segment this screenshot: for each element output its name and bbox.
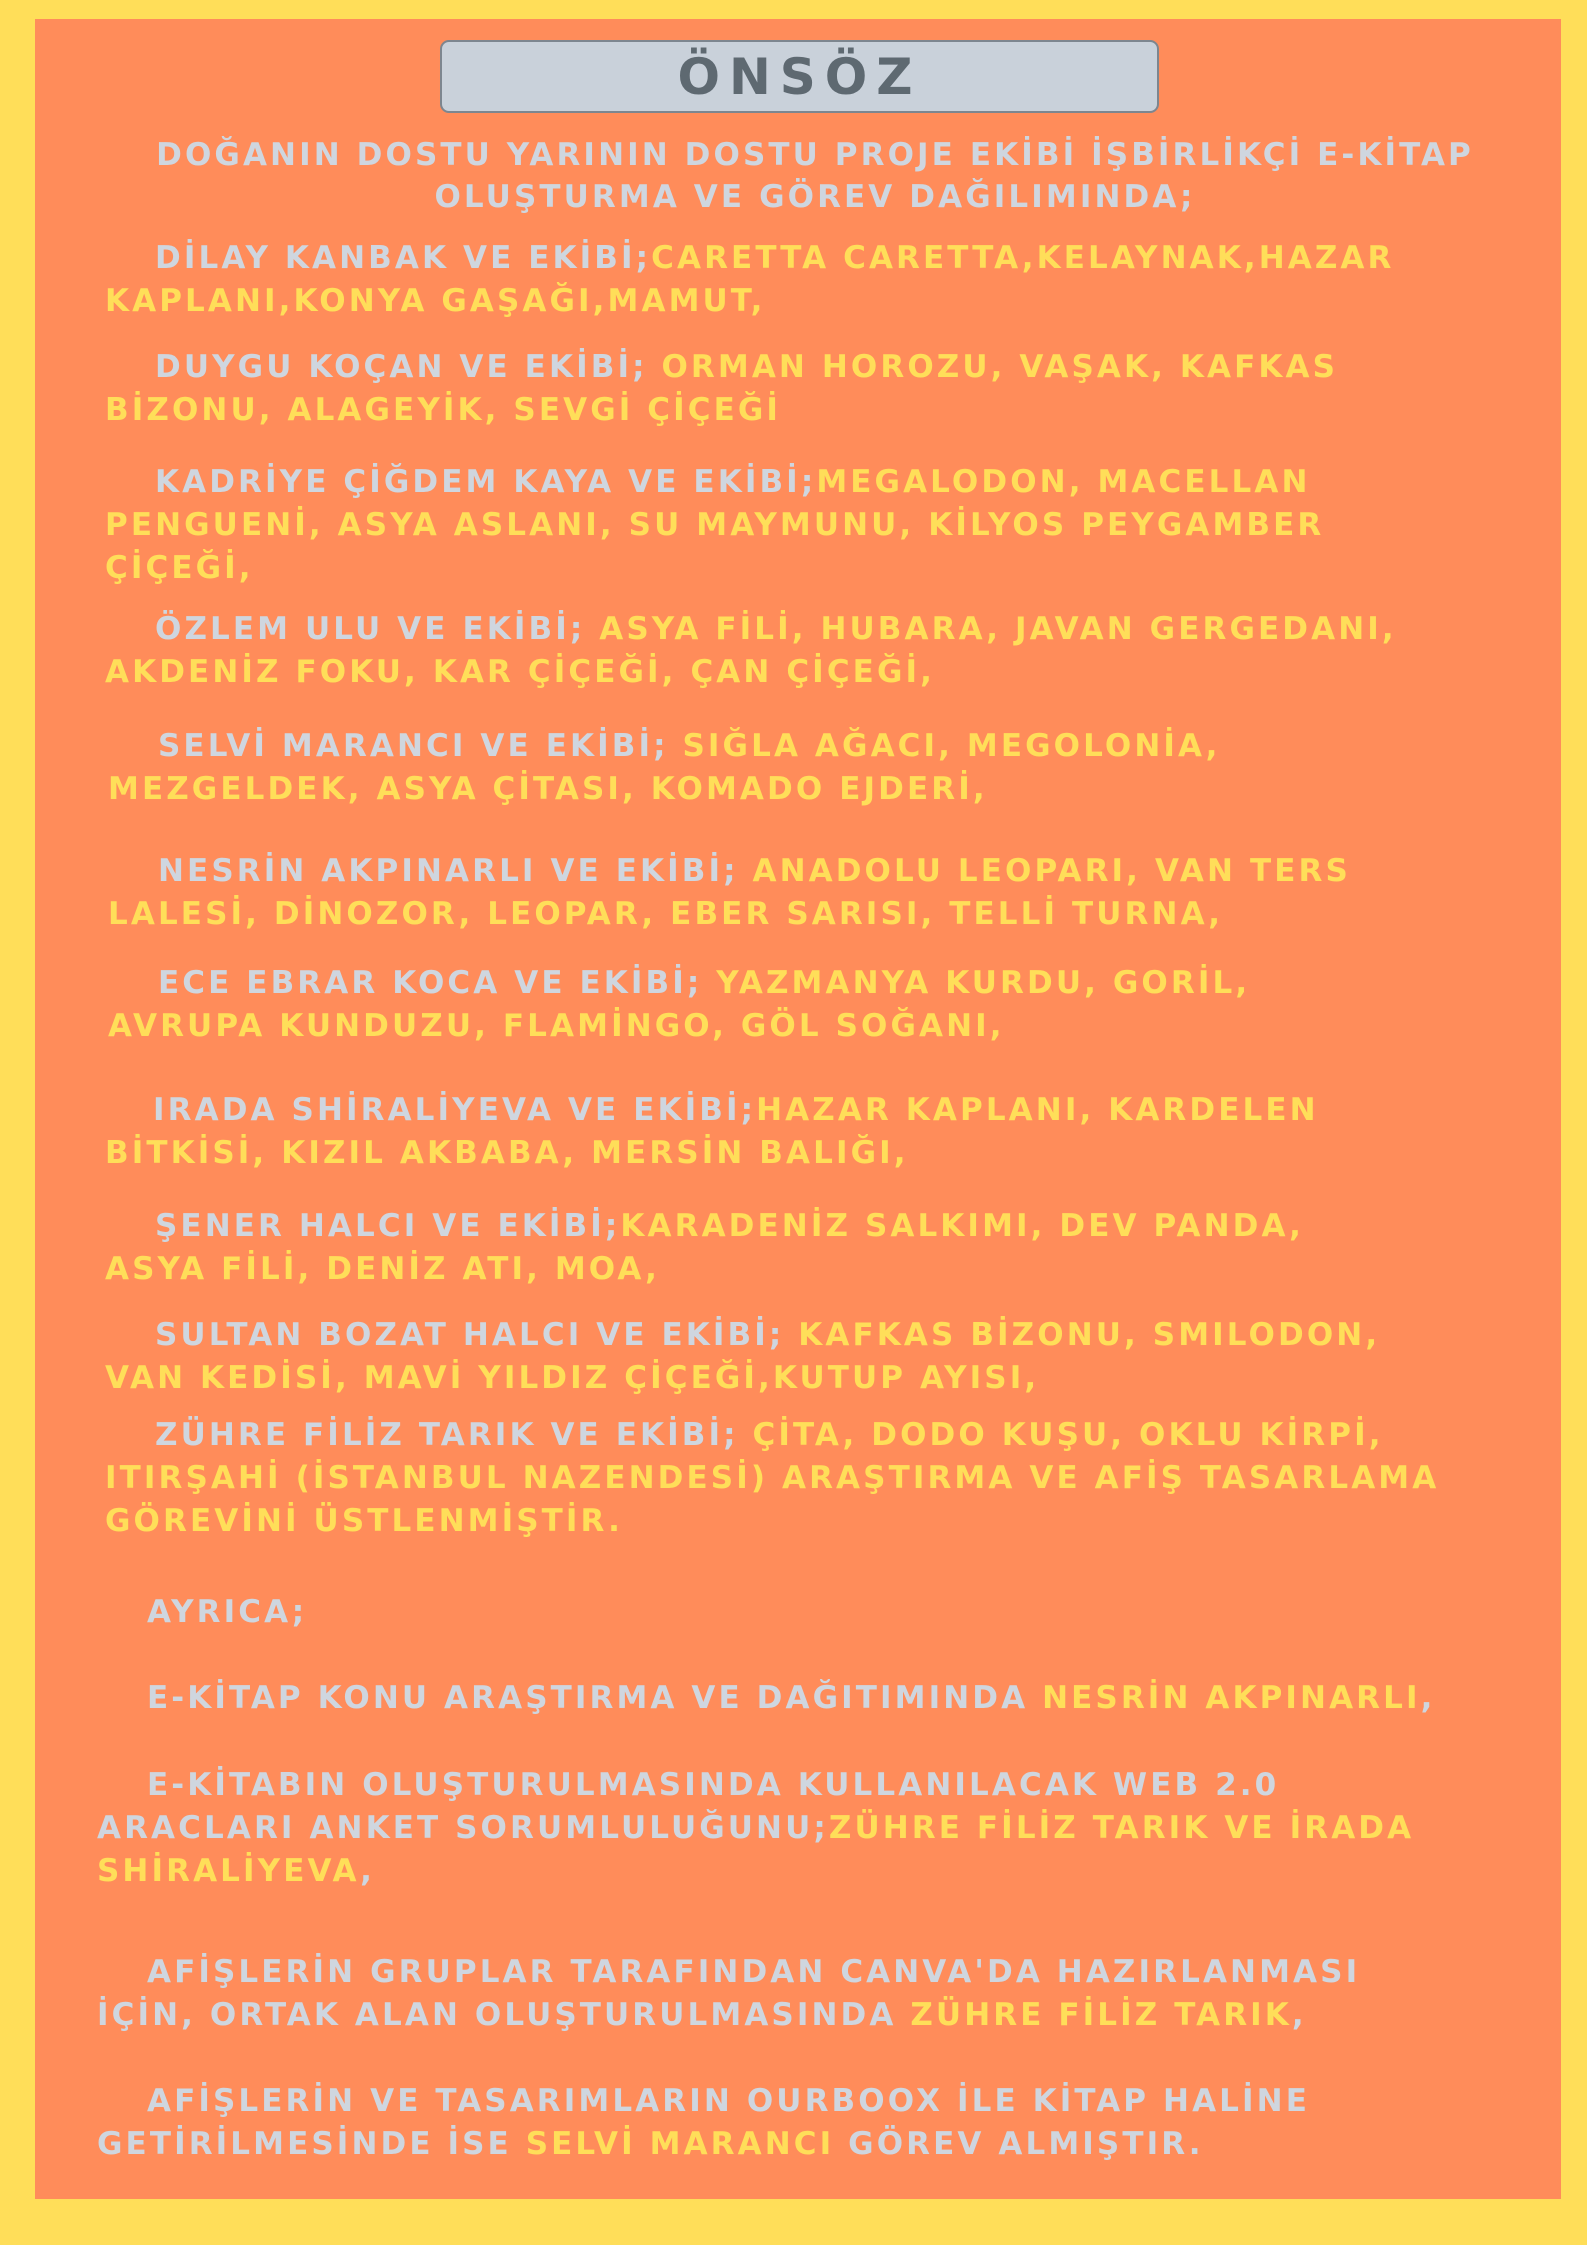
team-line [158, 850, 1351, 893]
role-line: İÇİN, ORTAK ALAN OLUŞTURULMASINDA ZÜHRE FİLİZ TARIK, [97, 1997, 1307, 2033]
team-species: MEGALODON, MACELLAN [816, 464, 1311, 500]
team-line: ÇİÇEĞİ, [105, 550, 254, 586]
team-line: BİZONU, ALAGEYİK, SEVGİ ÇİÇEĞİ [105, 392, 782, 428]
team-species: SIĞLA AĞACI, MEGOLONİA, [682, 728, 1221, 764]
team-line: PENGUENİ, ASYA ASLANI, SU MAYMUNU, KİLYOS PEYGAMBER [105, 507, 1325, 543]
intro-line-1: DOĞANIN DOSTU YARININ DOSTU PROJE EKİBİ İŞBİRLİKÇİ E-KİTAP [156, 137, 1474, 173]
team-name: DUYGU KOÇAN VE EKİBİ; [155, 349, 662, 385]
team-species: KARADENİZ SALKIMI, DEV PANDA, [620, 1208, 1304, 1244]
team-line [155, 608, 1397, 651]
team-name: ÖZLEM ULU VE EKİBİ; [155, 611, 600, 647]
team-line: ASYA FİLİ, DENİZ ATI, MOA, [105, 1251, 660, 1287]
team-line [158, 962, 1250, 1005]
page-title: ÖNSÖZ [677, 47, 922, 106]
team-line: MEZGELDEK, ASYA ÇİTASI, KOMADO EJDERİ, [108, 771, 988, 807]
team-name: ŞENER HALCI VE EKİBİ; [155, 1208, 621, 1244]
team-name: SELVİ MARANCI VE EKİBİ; [158, 728, 683, 764]
team-line [155, 1414, 1384, 1457]
intro-line-2: OLUŞTURMA VE GÖREV DAĞILIMINDA; [434, 179, 1196, 215]
team-species: KAFKAS BİZONU, SMILODON, [798, 1317, 1381, 1353]
team-line: AVRUPA KUNDUZU, FLAMİNGO, GÖL SOĞANI, [108, 1008, 1005, 1044]
role-line: GETİRİLMESİNDE İSE SELVİ MARANCI GÖREV ALMIŞTIR. [97, 2126, 1204, 2162]
team-line: BİTKİSİ, KIZIL AKBABA, MERSİN BALIĞI, [105, 1135, 909, 1171]
team-name: IRADA SHİRALİYEVA VE EKİBİ; [153, 1092, 757, 1128]
team-line [155, 346, 1338, 389]
role-line: E-KİTAP KONU ARAŞTIRMA VE DAĞITIMINDA NESRİN AKPINARLI, [147, 1680, 1436, 1716]
team-species: ORMAN HOROZU, VAŞAK, KAFKAS [661, 349, 1339, 385]
team-name: ECE EBRAR KOCA VE EKİBİ; [158, 965, 717, 1001]
team-species: HAZAR KAPLANI, KARDELEN [756, 1092, 1319, 1128]
team-line [155, 1205, 1304, 1248]
role-line: AFİŞLERİN GRUPLAR TARAFINDAN CANVA'DA HAZIRLANMASI [147, 1954, 1361, 1990]
team-line [158, 725, 1221, 768]
team-line: VAN KEDİSİ, MAVİ YILDIZ ÇİÇEĞİ,KUTUP AYISI, [105, 1360, 1040, 1396]
team-line: AKDENİZ FOKU, KAR ÇİÇEĞİ, ÇAN ÇİÇEĞİ, [105, 654, 936, 690]
team-line: LALESİ, DİNOZOR, LEOPAR, EBER SARISI, TELLİ TURNA, [108, 896, 1224, 932]
document-page [35, 19, 1561, 2199]
role-line: SHİRALİYEVA, [97, 1853, 376, 1889]
role-line: AFİŞLERİN VE TASARIMLARIN OURBOOX İLE KİTAP HALİNE [147, 2083, 1310, 2119]
team-species: ANADOLU LEOPARI, VAN TERS [752, 853, 1351, 889]
team-line [153, 1089, 1319, 1132]
team-species: ASYA FİLİ, HUBARA, JAVAN GERGEDANI, [599, 611, 1397, 647]
team-species: YAZMANYA KURDU, GORİL, [716, 965, 1251, 1001]
role-line: ARACLARI ANKET SORUMLULUĞUNU;ZÜHRE FİLİZ TARIK VE İRADA [97, 1810, 1415, 1846]
team-species: CARETTA CARETTA,KELAYNAK,HAZAR [651, 240, 1395, 276]
team-name: NESRİN AKPINARLI VE EKİBİ; [158, 853, 753, 889]
role-line: E-KİTABIN OLUŞTURULMASINDA KULLANILACAK WEB 2.0 [147, 1767, 1280, 1803]
team-line: GÖREVİNİ ÜSTLENMİŞTİR. [105, 1503, 623, 1539]
team-name: DİLAY KANBAK VE EKİBİ; [155, 240, 652, 276]
team-line [155, 1314, 1380, 1357]
team-species: ÇİTA, DODO KUŞU, OKLU KİRPİ, [752, 1417, 1384, 1453]
team-line [155, 237, 1394, 280]
title-box [440, 40, 1159, 113]
team-line: ITIRŞAHİ (İSTANBUL NAZENDESİ) ARAŞTIRMA VE AFİŞ TASARLAMA [105, 1460, 1440, 1496]
team-name: ZÜHRE FİLİZ TARIK VE EKİBİ; [155, 1417, 753, 1453]
also-heading: AYRICA; [147, 1594, 308, 1630]
team-line [155, 461, 1310, 504]
team-name: SULTAN BOZAT HALCI VE EKİBİ; [155, 1317, 799, 1353]
team-name: KADRİYE ÇİĞDEM KAYA VE EKİBİ; [155, 464, 817, 500]
team-line: KAPLANI,KONYA GAŞAĞI,MAMUT, [105, 283, 766, 319]
